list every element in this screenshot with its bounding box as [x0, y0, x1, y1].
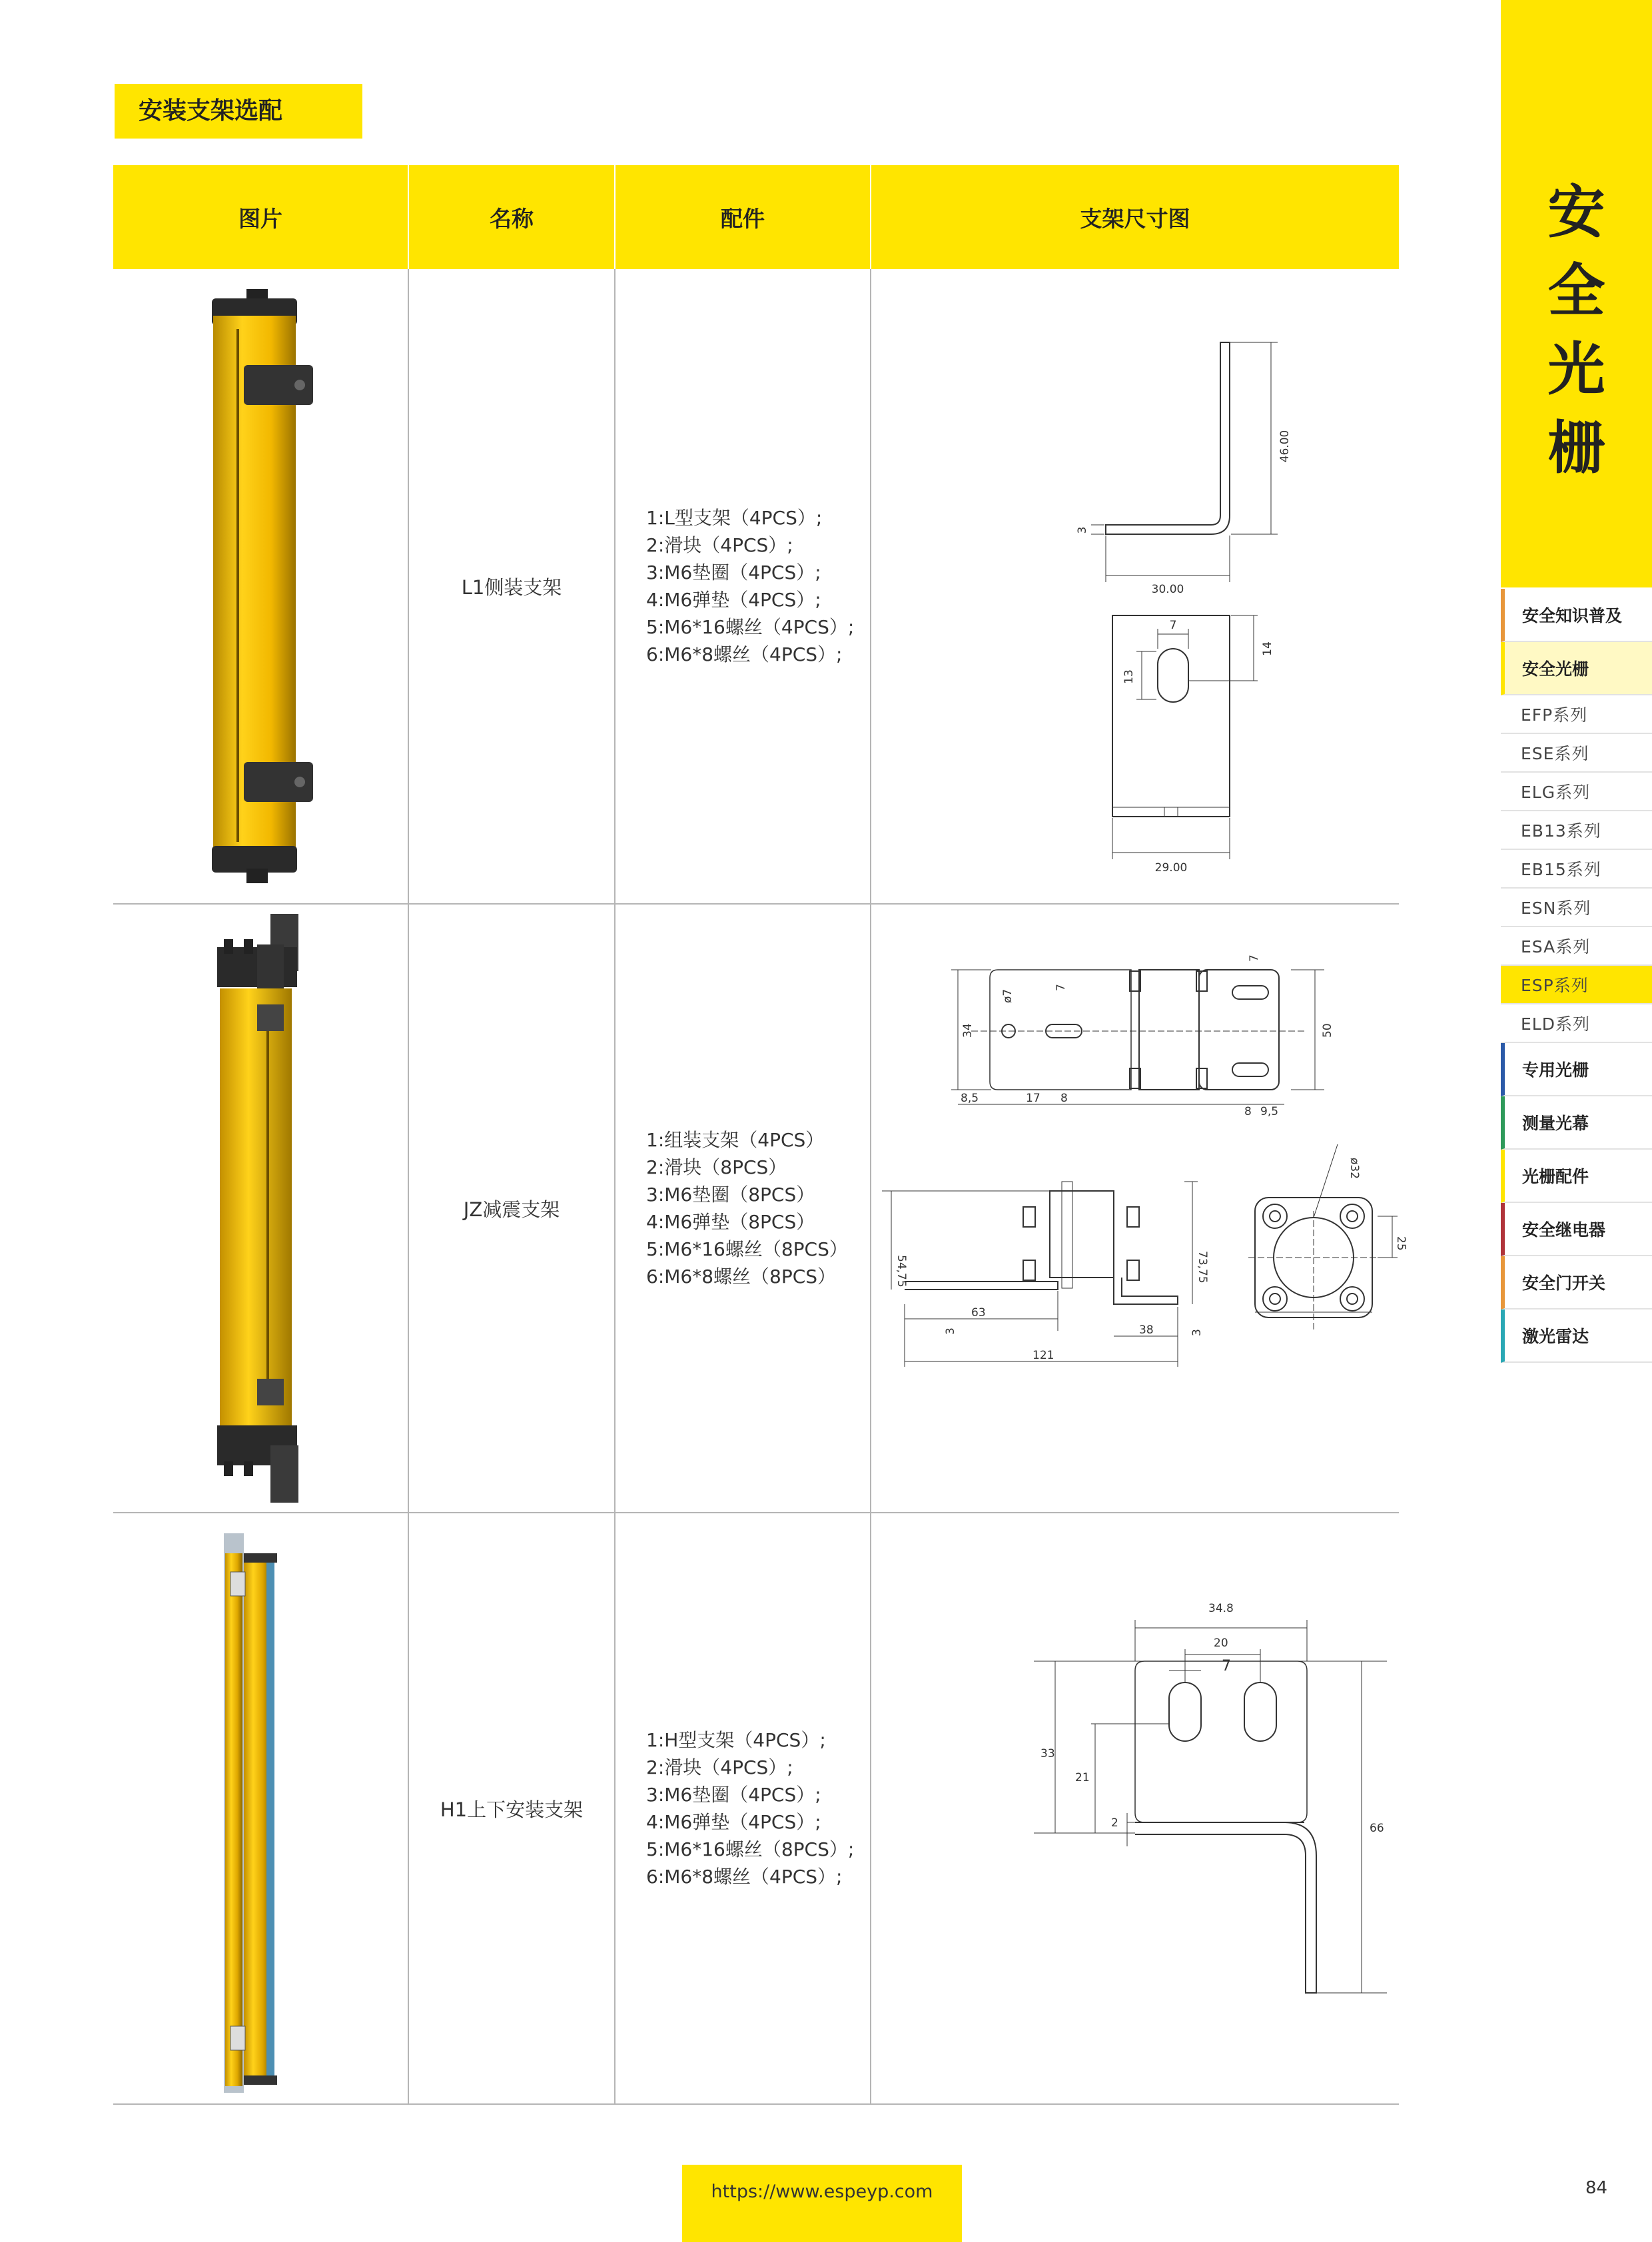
- dim-38: 38: [1139, 1323, 1154, 1337]
- dim-34-8: 34.8: [1208, 1602, 1234, 1615]
- part-item: 1:H型支架（4PCS）;: [646, 1729, 826, 1751]
- nav-item-efp[interactable]: EFP系列: [1501, 695, 1652, 734]
- section-title: 安装支架选配: [115, 84, 362, 139]
- bracket-name: JZ减震支架: [409, 905, 616, 1512]
- header-parts: 配件: [616, 165, 871, 269]
- part-item: 5:M6*16螺丝（4PCS）;: [646, 616, 855, 638]
- product-image: [113, 905, 409, 1512]
- dim-21: 21: [1075, 1771, 1090, 1784]
- parts-list: [616, 905, 871, 1512]
- dimension-drawing: [871, 269, 1399, 903]
- dim-slot: 7: [1222, 1658, 1231, 1675]
- dim-34: 34: [961, 1023, 975, 1038]
- dim-25: 25: [1394, 1236, 1408, 1251]
- dimension-drawing: [871, 905, 1408, 1512]
- h1-dimension-drawing: [871, 1513, 1399, 2105]
- part-item: 3:M6垫圈（4PCS）;: [646, 1784, 821, 1806]
- dim-121: 121: [1032, 1349, 1054, 1362]
- dim-height: 46.00: [1278, 430, 1292, 463]
- dim-17: 17: [1026, 1092, 1040, 1105]
- dim-66: 66: [1370, 1822, 1384, 1835]
- part-item: 2:滑块（8PCS）: [646, 1156, 787, 1178]
- nav-item-safety-knowledge[interactable]: 安全知识普及: [1501, 589, 1652, 642]
- table-header: [113, 165, 1399, 269]
- nav-item-curtain-accessories[interactable]: 光栅配件: [1501, 1150, 1652, 1203]
- sidebar-title-char: 安: [1547, 179, 1605, 246]
- nav-item-eb13[interactable]: EB13系列: [1501, 811, 1652, 850]
- part-item: 2:滑块（4PCS）;: [646, 1756, 793, 1778]
- dim-slot-height: 13: [1122, 669, 1136, 684]
- part-item: 4:M6弹垫（8PCS）: [646, 1211, 815, 1233]
- product-image: [113, 269, 409, 903]
- page-number: 84: [1585, 2178, 1608, 2198]
- dim-8: 8: [1060, 1092, 1068, 1105]
- part-item: 5:M6*16螺丝（8PCS）;: [646, 1838, 855, 1860]
- dim-50: 50: [1321, 1023, 1334, 1038]
- nav-item-door-switch[interactable]: 安全门开关: [1501, 1256, 1652, 1309]
- sidebar-title-char: 栅: [1547, 415, 1605, 482]
- nav-item-esa[interactable]: ESA系列: [1501, 927, 1652, 966]
- sidebar-title: [1501, 173, 1652, 488]
- nav-item-ese[interactable]: ESE系列: [1501, 734, 1652, 773]
- table-row: [113, 1513, 1399, 2105]
- part-item: 3:M6垫圈（8PCS）: [646, 1184, 815, 1206]
- l1-dimension-drawing: [871, 269, 1399, 905]
- nav-item-safety-relay[interactable]: 安全继电器: [1501, 1203, 1652, 1256]
- bracket-name: L1侧装支架: [409, 269, 616, 903]
- dim-dia32: ø32: [1348, 1158, 1361, 1180]
- dim-54-75: 54,75: [895, 1255, 908, 1288]
- dim-3: 3: [944, 1327, 957, 1335]
- light-curtain-jz-image: [113, 905, 409, 1513]
- part-item: 4:M6弹垫（4PCS）;: [646, 1811, 821, 1833]
- dim-length: 30.00: [1151, 583, 1184, 596]
- nav-item-eld[interactable]: ELD系列: [1501, 1004, 1652, 1043]
- part-item: 1:组装支架（4PCS）: [646, 1129, 825, 1151]
- sidebar-nav: [1501, 589, 1652, 1363]
- dimension-drawing: [871, 1513, 1399, 2103]
- dim-slot-width: 7: [1169, 619, 1177, 632]
- dim-slot2: 7: [1248, 954, 1261, 962]
- part-item: 1:L型支架（4PCS）;: [646, 507, 823, 529]
- dim-hole: ø7: [1001, 988, 1015, 1003]
- dim-8-5: 8,5: [961, 1092, 979, 1105]
- sidebar-title-char: 光: [1547, 336, 1605, 403]
- part-item: 3:M6垫圈（4PCS）;: [646, 561, 821, 583]
- dim-3b: 3: [1190, 1329, 1204, 1336]
- table-row: [113, 905, 1408, 1513]
- part-item: 5:M6*16螺丝（8PCS）: [646, 1238, 848, 1260]
- parts-list: [616, 1513, 871, 2103]
- nav-item-esn[interactable]: ESN系列: [1501, 889, 1652, 927]
- dim-33: 33: [1040, 1747, 1055, 1760]
- nav-item-safety-light-curtain[interactable]: 安全光栅: [1501, 642, 1652, 695]
- header-dimension-drawing: 支架尺寸图: [1080, 205, 1190, 232]
- part-item: 6:M6*8螺丝（4PCS）;: [646, 1866, 843, 1888]
- nav-item-elg[interactable]: ELG系列: [1501, 773, 1652, 811]
- dim-2: 2: [1111, 1816, 1118, 1830]
- dim-slot-position: 14: [1261, 641, 1274, 656]
- light-curtain-h1-image: [113, 1513, 409, 2105]
- part-item: 4:M6弹垫（4PCS）;: [646, 589, 821, 611]
- dim-9-5: 9,5: [1260, 1105, 1279, 1118]
- part-item: 6:M6*8螺丝（8PCS）: [646, 1266, 837, 1288]
- nav-item-laser-radar[interactable]: 激光雷达: [1501, 1309, 1652, 1363]
- dim-63: 63: [971, 1306, 986, 1319]
- bracket-name: H1上下安装支架: [409, 1513, 616, 2103]
- dim-8b: 8: [1244, 1105, 1252, 1118]
- sidebar-title-char: 全: [1547, 258, 1605, 324]
- dim-thickness: 3: [1076, 526, 1089, 534]
- nav-item-esp[interactable]: ESP系列: [1501, 966, 1652, 1004]
- dim-width: 29.00: [1154, 861, 1188, 875]
- footer-url[interactable]: https://www.espeyp.com: [682, 2165, 962, 2242]
- light-curtain-l1-image: [113, 269, 409, 905]
- bracket-table: [113, 165, 1408, 2105]
- part-item: 6:M6*8螺丝（4PCS）;: [646, 643, 843, 665]
- jz-dimension-drawing: [871, 905, 1408, 1513]
- dim-73-75: 73,75: [1196, 1251, 1209, 1284]
- parts-list: [616, 269, 871, 903]
- header-name: 名称: [409, 165, 616, 269]
- part-item: 2:滑块（4PCS）;: [646, 534, 793, 556]
- product-image: [113, 1513, 409, 2103]
- table-row: [113, 269, 1399, 905]
- nav-item-measuring-curtain[interactable]: 测量光幕: [1501, 1096, 1652, 1150]
- dim-slot: 7: [1054, 984, 1068, 991]
- nav-item-eb15[interactable]: EB15系列: [1501, 850, 1652, 889]
- nav-item-special-curtain[interactable]: 专用光栅: [1501, 1043, 1652, 1096]
- header-image: 图片: [113, 165, 409, 269]
- dim-20: 20: [1214, 1637, 1228, 1650]
